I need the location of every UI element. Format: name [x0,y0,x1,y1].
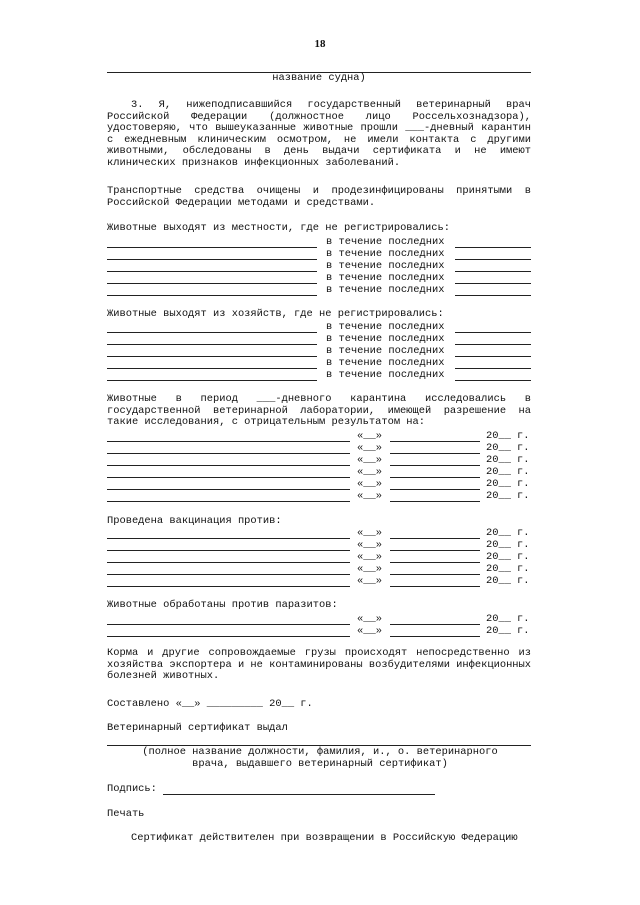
item-blank[interactable] [107,477,350,478]
date-month-blank[interactable] [390,562,480,563]
date-day: «__» [357,478,382,490]
disease-blank[interactable] [107,283,317,284]
period-blank[interactable] [455,259,531,260]
date-year-suffix: г. [517,575,530,587]
date-month-blank[interactable] [390,501,480,502]
item-blank[interactable] [107,586,350,587]
feed-paragraph [107,648,531,683]
vessel-name-caption: название судна) [272,72,366,84]
official-caption: (полное название должности, фамилия, и., о. ветеринарного врача, выдавшего ветеринарный сертификат) [142,746,498,770]
period-label: в течение последних [326,272,445,284]
period-blank[interactable] [455,380,531,381]
disease-blank[interactable] [107,247,317,248]
paragraph-3 [107,100,531,170]
date-month-blank[interactable] [390,441,480,442]
date-year: 20__ [486,575,511,587]
date-day: «__» [357,551,382,563]
item-blank[interactable] [107,538,350,539]
period-blank[interactable] [455,356,531,357]
date-month-blank[interactable] [390,586,480,587]
item-blank[interactable] [107,465,350,466]
date-year-suffix: г. [517,625,530,637]
item-blank[interactable] [107,574,350,575]
date-year-suffix: г. [517,454,530,466]
item-blank[interactable] [107,501,350,502]
date-year: 20__ [486,466,511,478]
period-blank[interactable] [455,344,531,345]
period-blank[interactable] [455,247,531,248]
item-blank[interactable] [107,489,350,490]
item-blank[interactable] [107,550,350,551]
disease-blank[interactable] [107,295,317,296]
composed-line: Составлено «__» _________ 20__ г. [107,698,313,710]
page-number: 18 [314,38,326,50]
issued-by-label: Ветеринарный сертификат выдал [107,722,288,734]
date-year-suffix: г. [517,563,530,575]
transport-paragraph [107,186,531,209]
parasites-heading: Животные обработаны против паразитов: [107,599,338,611]
disease-blank[interactable] [107,259,317,260]
lab-paragraph [107,394,531,429]
date-year-suffix: г. [517,551,530,563]
date-day: «__» [357,563,382,575]
date-year: 20__ [486,454,511,466]
date-year-suffix: г. [517,527,530,539]
date-year-suffix: г. [517,430,530,442]
paragraph-3-text: 3. Я, нижеподписавшийся государственный ветеринарный врач Российской Федерации (должностное лицо Россельхознадзора), удостоверяю, что вышеуказанные животные прошли ___-дневный карантин с ежедневным клиническим осмотром, не имели контакта с другими животными, обследованы в день выдачи сертификата и не имеют клинических признаков инфекционных заболеваний. [107,99,531,169]
period-label: в течение последних [326,357,445,369]
date-month-blank[interactable] [390,465,480,466]
date-month-blank[interactable] [390,453,480,454]
disease-blank[interactable] [107,271,317,272]
date-month-blank[interactable] [390,477,480,478]
locality-heading: Животные выходят из местности, где не регистрировались: [107,222,450,234]
farms-heading: Животные выходят из хозяйств, где не регистрировались: [107,308,444,320]
period-blank[interactable] [455,368,531,369]
disease-blank[interactable] [107,356,317,357]
date-year: 20__ [486,442,511,454]
date-month-blank[interactable] [390,538,480,539]
date-day: «__» [357,490,382,502]
date-day: «__» [357,625,382,637]
date-year-suffix: г. [517,490,530,502]
date-year-suffix: г. [517,478,530,490]
date-year: 20__ [486,527,511,539]
feed-text: Корма и другие сопровождаемые грузы происходят непосредственно из хозяйства экспортера и не контаминированы возбудителями инфекционных болезней животных. [107,647,532,683]
date-day: «__» [357,539,382,551]
item-blank[interactable] [107,562,350,563]
date-day: «__» [357,466,382,478]
date-year: 20__ [486,613,511,625]
date-year: 20__ [486,478,511,490]
period-blank[interactable] [455,283,531,284]
item-blank[interactable] [107,441,350,442]
date-month-blank[interactable] [390,574,480,575]
disease-blank[interactable] [107,344,317,345]
date-year: 20__ [486,563,511,575]
date-day: «__» [357,430,382,442]
period-label: в течение последних [326,369,445,381]
date-year: 20__ [486,430,511,442]
date-year-suffix: г. [517,539,530,551]
date-year: 20__ [486,551,511,563]
signature-line[interactable] [163,794,435,795]
period-blank[interactable] [455,295,531,296]
validity-text: Сертификат действителен при возвращении в Российскую Федерацию [131,832,518,844]
period-label: в течение последних [326,284,445,296]
date-year-suffix: г. [517,442,530,454]
period-blank[interactable] [455,332,531,333]
item-blank[interactable] [107,453,350,454]
date-year: 20__ [486,490,511,502]
disease-blank[interactable] [107,380,317,381]
item-blank[interactable] [107,624,350,625]
date-day: «__» [357,454,382,466]
date-year: 20__ [486,625,511,637]
item-blank[interactable] [107,636,350,637]
date-month-blank[interactable] [390,636,480,637]
date-year-suffix: г. [517,613,530,625]
period-label: в течение последних [326,248,445,260]
period-label: в течение последних [326,260,445,272]
period-label: в течение последних [326,345,445,357]
date-day: «__» [357,527,382,539]
date-month-blank[interactable] [390,550,480,551]
date-day: «__» [357,575,382,587]
period-label: в течение последних [326,236,445,248]
period-label: в течение последних [326,333,445,345]
date-year-suffix: г. [517,466,530,478]
period-label: в течение последних [326,321,445,333]
date-month-blank[interactable] [390,624,480,625]
date-day: «__» [357,442,382,454]
transport-text: Транспортные средства очищены и продезинфицированы принятыми в Российской Федерации методами и средствами. [107,185,531,209]
vaccination-heading: Проведена вакцинация против: [107,515,282,527]
date-day: «__» [357,613,382,625]
date-year: 20__ [486,539,511,551]
date-month-blank[interactable] [390,489,480,490]
signature-label: Подпись: [107,783,157,795]
disease-blank[interactable] [107,332,317,333]
period-blank[interactable] [455,271,531,272]
stamp-label: Печать [107,808,145,820]
lab-heading: Животные в период ___-дневного карантина исследовались в государственной ветеринарной лаборатории, имеющей разрешение на такие исследования, с отрицательным результатом на: [107,393,531,429]
disease-blank[interactable] [107,368,317,369]
